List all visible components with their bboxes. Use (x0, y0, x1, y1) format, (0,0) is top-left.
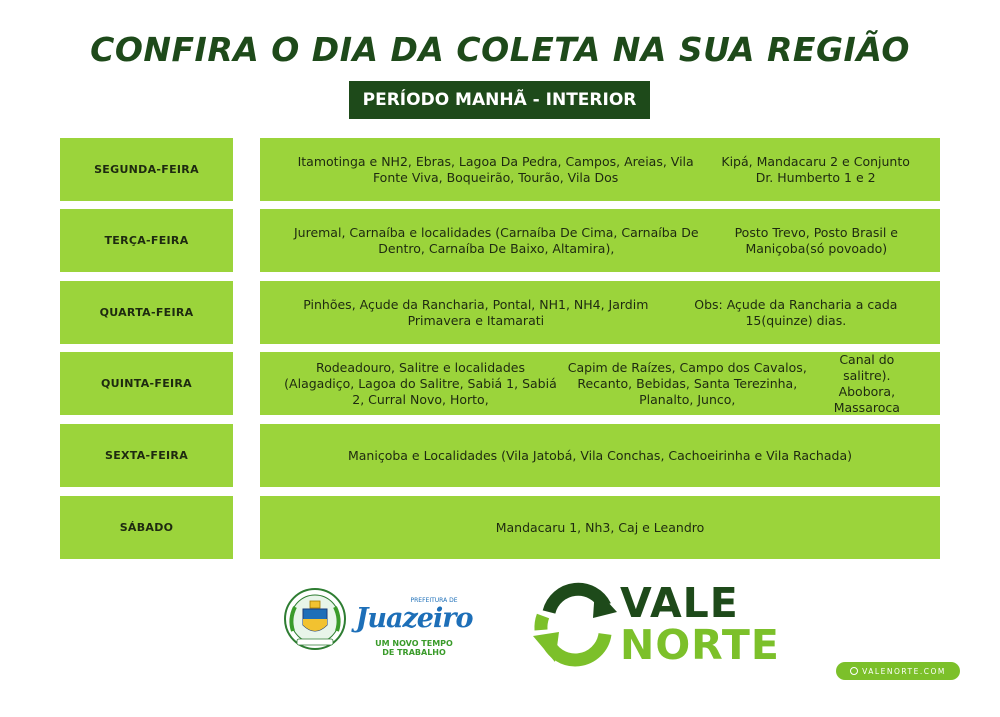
location-line: Pinhões, Açude da Rancharia, Pontal, NH1, NH4, Jardim Primavera e Itamarati (303, 296, 649, 328)
schedule-row-monday (60, 138, 940, 201)
website-badge[interactable] (836, 662, 960, 680)
day-locations (260, 424, 940, 487)
day-label: SÁBADO (60, 496, 233, 559)
period-banner (349, 81, 650, 119)
schedule-row-friday (60, 424, 940, 487)
website-url: VALENORTE.COM (862, 666, 946, 676)
day-locations (260, 281, 940, 344)
location-line: Kipá, Mandacaru 2 e Conjunto Dr. Humberto 1 e 2 (721, 153, 910, 185)
location-line: Maniçoba e Localidades (Vila Jatobá, Vila Conchas, Cachoeirinha e Vila Rachada) (347, 447, 852, 463)
juazeiro-slogan (355, 639, 473, 657)
juazeiro-slogan-line: UM NOVO TEMPO (375, 639, 453, 648)
juazeiro-logo (355, 597, 473, 659)
schedule-row-thursday (60, 352, 940, 415)
location-line: Itamotinga e NH2, Ebras, Lagoa Da Pedra, Campos, Areias, Vila Fonte Viva, Boqueirão, Tourão, Vila Dos (297, 153, 694, 185)
location-line: Juremal, Carnaíba e localidades (Carnaíba De Cima, Carnaíba De Dentro, Carnaíba De Baixo, Altamira), (293, 224, 699, 256)
page-title: CONFIRA O DIA DA COLETA NA SUA REGIÃO (90, 30, 910, 69)
day-label: SEGUNDA-FEIRA (60, 138, 233, 201)
day-label: QUINTA-FEIRA (60, 352, 233, 415)
municipal-seal-logo (283, 585, 347, 655)
day-label: TERÇA-FEIRA (60, 209, 233, 272)
day-locations (260, 352, 940, 415)
location-line: Capim de Raízes, Campo dos Cavalos, Recanto, Bebidas, Santa Terezinha, Planalto, Junco, (567, 359, 807, 407)
day-label: SEXTA-FEIRA (60, 424, 233, 487)
valenorte-logo-line1: VALE (620, 579, 739, 627)
location-line: Obs: Açude da Rancharia a cada 15(quinze) dias. (694, 296, 898, 328)
day-locations (260, 209, 940, 272)
valenorte-logo-line2: NORTE (620, 621, 780, 669)
juazeiro-slogan-line: DE TRABALHO (382, 648, 446, 657)
schedule-row-tuesday (60, 209, 940, 272)
juazeiro-top-text: PREFEITURA DE (410, 597, 458, 604)
location-line: Canal do salitre). Abobora, Massaroca (833, 351, 900, 415)
location-line: Rodeadouro, Salitre e localidades (Alagadiço, Lagoa do Salitre, Sabiá 1, Sabiá 2, Curral Novo, Horto, (284, 359, 557, 407)
recycle-icon (531, 582, 619, 668)
location-line: Posto Trevo, Posto Brasil e Maniçoba(só povoado) (734, 224, 898, 256)
day-label: QUARTA-FEIRA (60, 281, 233, 344)
juazeiro-name: Juazeiro (355, 603, 473, 634)
globe-icon (850, 667, 858, 675)
schedule-row-wednesday (60, 281, 940, 344)
day-locations (260, 496, 940, 559)
period-banner-label: PERÍODO MANHÃ - INTERIOR (362, 90, 637, 110)
schedule-row-saturday (60, 496, 940, 559)
location-line: Mandacaru 1, Nh3, Caj e Leandro (495, 519, 705, 535)
day-locations (260, 138, 940, 201)
